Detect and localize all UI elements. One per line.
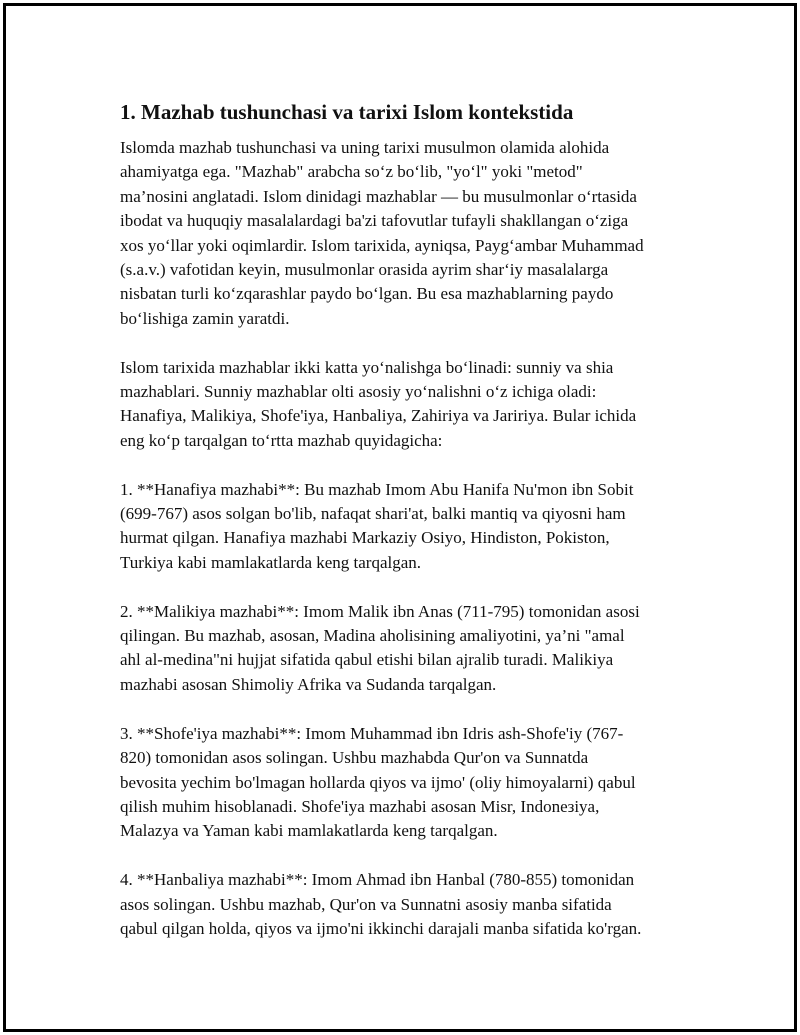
document-body <box>120 98 700 966</box>
paragraph <box>120 600 700 698</box>
paragraph <box>120 136 700 331</box>
text-line: mazhabi asosan Shimoliy Afrika va Sudanda tarqalgan. <box>120 674 497 694</box>
text-line: bo‘lishiga zamin yaratdi. <box>120 308 290 328</box>
text-line: nisbatan turli ko‘zqarashlar paydo bo‘lgan. Bu esa mazhablarning paydo <box>120 284 614 304</box>
page-frame <box>3 3 797 1032</box>
text-line: asos solingan. Ushbu mazhab, Qur'on va Sunnatni asosiy manba sifatida <box>120 894 612 914</box>
text-line: Malazya va Yaman kabi mamlakatlarda keng tarqalgan. <box>120 821 498 841</box>
text-line: ma’nosini anglatadi. Islom dinidagi mazhablar — bu musulmonlar o‘rtasida <box>120 186 637 206</box>
text-line: (s.a.v.) vafotidan keyin, musulmonlar orasida ayrim shar‘iy masalalarga <box>120 260 609 280</box>
section-heading: 1. Mazhab tushunchasi va tarixi Islom kontekstida <box>120 100 574 124</box>
text-line: eng ko‘p tarqalgan to‘rtta mazhab quyidagicha: <box>120 430 443 450</box>
text-line: 820) tomonidan asos solingan. Ushbu mazhabda Qur'on va Sunnatda <box>120 748 589 768</box>
text-line: xos yo‘llar yoki oqimlardir. Islom tarixida, ayniqsa, Payg‘ambar Muhammad <box>120 235 644 255</box>
text-line: 2. **Malikiya mazhabi**: Imom Malik ibn Anas (711-795) tomonidan asosi <box>120 601 640 621</box>
paragraph <box>120 356 700 454</box>
text-line: ibodat va huquqiy masalalardagi ba'zi tafovutlar tufayli shakllangan o‘ziga <box>120 211 629 231</box>
text-line: mazhablari. Sunniy mazhablar olti asosiy yo‘nalishni o‘z ichiga oladi: <box>120 382 597 402</box>
text-line: ahl al-medina"ni hujjat sifatida qabul etishi bilan ajralib turadi. Malikiya <box>120 650 614 670</box>
text-line: ahamiyatga ega. "Mazhab" arabcha so‘z bo‘lib, "yo‘l" yoki "metod" <box>120 162 583 182</box>
text-line: (699-767) asos solgan bo'lib, nafaqat shari'at, balki mantiq va qiyosni ham <box>120 504 626 524</box>
paragraph <box>120 478 700 576</box>
text-line: hurmat qilgan. Hanafiya mazhabi Markaziy Osiyo, Hindiston, Pokiston, <box>120 528 610 548</box>
text-line: Hanafiya, Malikiya, Shofe'iya, Hanbaliya, Zahiriya va Jaririya. Bular ichida <box>120 406 637 426</box>
paragraph-list <box>120 136 700 941</box>
text-line: qabul qilgan holda, qiyos va ijmo'ni ikkinchi darajali manba sifatida ko'rgan. <box>120 918 642 938</box>
text-line: bevosita yechim bo'lmagan hollarda qiyos va ijmo' (oliy himoyalarni) qabul <box>120 772 636 792</box>
paragraph <box>120 868 700 941</box>
text-line: qilingan. Bu mazhab, asosan, Madina aholisining amaliyotini, ya’ni "amal <box>120 626 625 646</box>
paragraph <box>120 722 700 844</box>
text-line: 1. **Hanafiya mazhabi**: Bu mazhab Imom Abu Hanifa Nu'mon ibn Sobit <box>120 479 634 499</box>
text-line: Islom tarixida mazhablar ikki katta yo‘nalishga bo‘linadi: sunniy va shia <box>120 357 614 377</box>
text-line: qilish muhim hisoblanadi. Shofe'iya mazhabi asosan Misr, Indoneзiya, <box>120 796 600 816</box>
text-line: Islomda mazhab tushunchasi va uning tarixi musulmon olamida alohida <box>120 138 610 157</box>
text-line: Turkiya kabi mamlakatlarda keng tarqalgan. <box>120 552 422 572</box>
text-line: 3. **Shofe'iya mazhabi**: Imom Muhammad ibn Idris ash-Shofe'iy (767- <box>120 723 624 743</box>
text-line: 4. **Hanbaliya mazhabi**: Imom Ahmad ibn Hanbal (780-855) tomonidan <box>120 870 635 890</box>
